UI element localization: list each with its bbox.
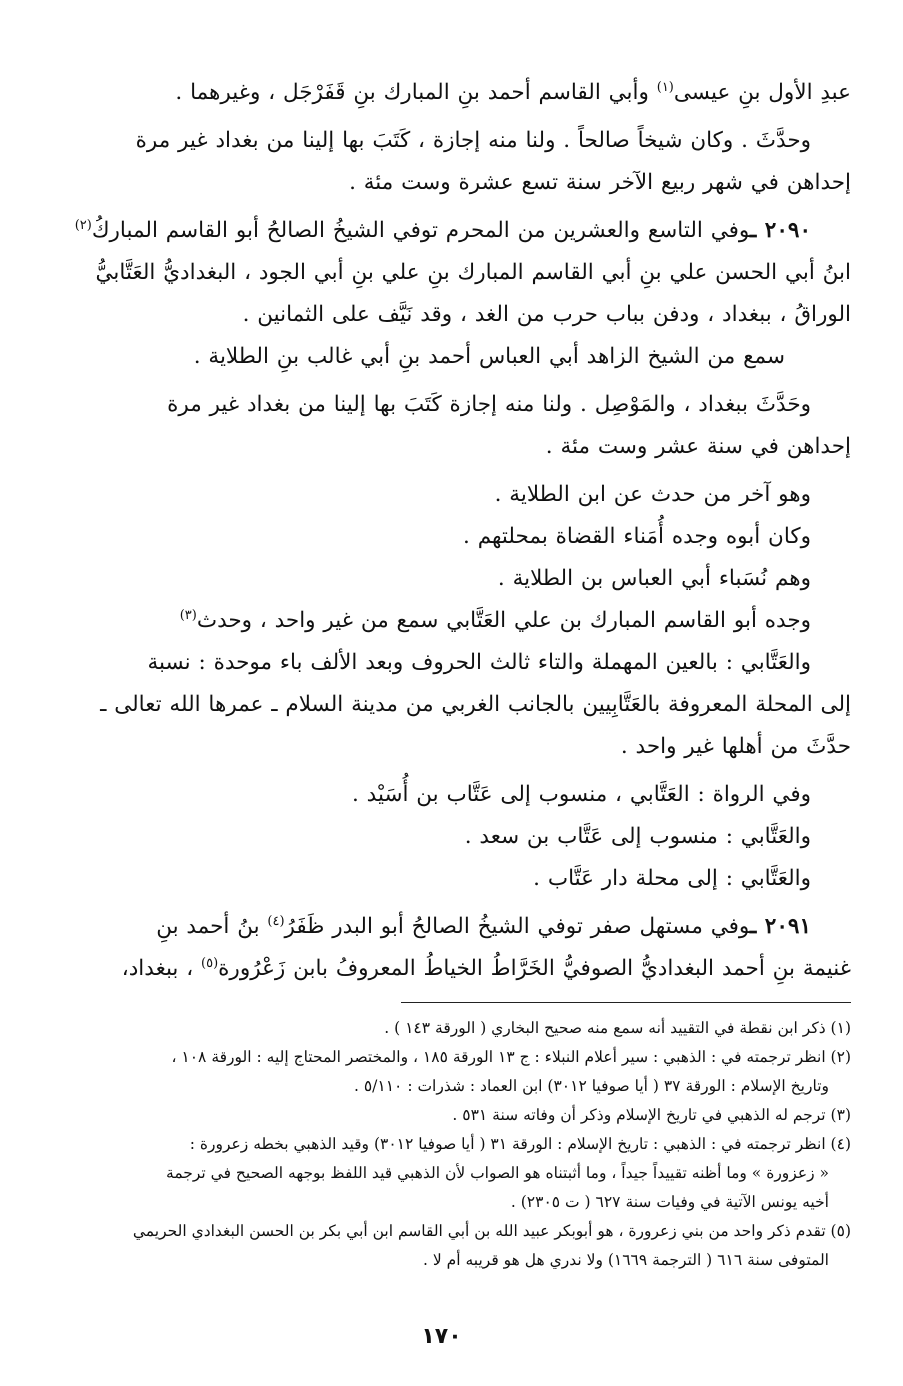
line-part: عبدِ الأول بنِ عيسى bbox=[673, 80, 851, 105]
line-part: ، ببغداد، bbox=[121, 956, 194, 981]
line-part: وأبي القاسم أحمد بنِ المبارك بنِ قَفَرْجَل ، وغيرهما . bbox=[175, 80, 649, 105]
page bbox=[32, 72, 851, 1386]
text-line: والعَتَّابي : بالعين المهملة والتاء ثالث الحروف وبعد الألف باء موحدة : نسبة bbox=[147, 650, 811, 675]
footnote: (٥) تقدم ذكر واحد من بني زعرورة ، هو أبوبكر عبيد الله بن أبي القاسم ابن أبي بكر بن الحسن البغدادي الحريمي bbox=[132, 1222, 851, 1240]
line-part: وفي مستهل صفر توفي الشيخُ الصالحُ أبو البدر ظَفَرُ bbox=[284, 914, 750, 939]
entry-number: ٢٠٩٠ ـ bbox=[750, 218, 811, 243]
footnote-marker: (٤) bbox=[267, 913, 285, 929]
text-line bbox=[32, 72, 851, 114]
text-line: وفي الرواة : العَتَّابي ، منسوب إلى عَتَّاب بن أُسَيْد . bbox=[352, 782, 811, 807]
footnote-continuation: وتاريخ الإسلام : الورقة ٣٧ ( أيا صوفيا ٣٠١٢) ابن العماد : شذرات : ٥/١١٠ . bbox=[354, 1077, 829, 1095]
text-line bbox=[32, 600, 851, 642]
line-part: بنُ أحمد بنِ bbox=[156, 914, 260, 939]
footnotes bbox=[32, 1014, 851, 1275]
text-line: والعَتَّابي : إلى محلة دار عَتَّاب . bbox=[533, 866, 811, 891]
footnote: (٢) انظر ترجمته في : الذهبي : سير أعلام النبلاء : ج ١٣ الورقة ١٨٥ ، والمختصر المحتاج إليه : الورقة ١٠٨ ، bbox=[171, 1048, 851, 1066]
text-line: وكان أبوه وجده أُمَناء القضاة بمحلتهم . bbox=[463, 524, 811, 549]
footnote-marker: (٥) bbox=[201, 955, 219, 971]
text-line: ابنُ أبي الحسن علي بنِ أبي القاسم المبارك بنِ علي بنِ أبي الجود ، البغداديُّ العَتَّابيُّ bbox=[95, 260, 851, 285]
text-line: حدَّثَ من أهلها غير واحد . bbox=[620, 734, 851, 759]
main-text bbox=[32, 72, 851, 990]
footnote-continuation: المتوفى سنة ٦١٦ ( الترجمة ١٦٦٩) ولا ندري هل هو قريبه أم لا . bbox=[423, 1251, 829, 1269]
text-line: إحداهن في شهر ربيع الآخر سنة تسع عشرة وست مئة . bbox=[349, 170, 851, 195]
entry-number: ٢٠٩١ ـ bbox=[750, 914, 811, 939]
text-line: وهم نُسَباء أبي العباس بن الطلاية . bbox=[497, 566, 811, 591]
entry-2091-heading bbox=[32, 906, 851, 948]
text-line bbox=[32, 948, 851, 990]
text-line: إحداهن في سنة عشر وست مئة . bbox=[545, 434, 851, 459]
footnote-continuation: « زعزورة » وما أظنه تقييداً جيداً ، وما أثبتناه هو الصواب لأن الذهبي قيد اللفظ بوجهه الصحيح في ترجمة bbox=[166, 1164, 829, 1182]
footnote-marker: (١) bbox=[656, 79, 674, 95]
line-part: وجده أبو القاسم المبارك بن علي العَتَّابي سمع من غير واحد ، وحدث bbox=[196, 608, 811, 633]
page-number: ١٧٠ bbox=[421, 1324, 462, 1349]
entry-2090-heading bbox=[32, 210, 851, 252]
footnote: (٣) ترجم له الذهبي في تاريخ الإسلام وذكر أن وفاته سنة ٥٣١ . bbox=[452, 1106, 851, 1124]
footnote-continuation: أخيه يونس الآتية في وفيات سنة ٦٢٧ ( ت ٢٣٠٥) . bbox=[510, 1193, 829, 1211]
footnote-marker: (٢) bbox=[74, 217, 92, 233]
text-line: والعَتَّابي : منسوب إلى عَتَّاب بن سعد . bbox=[464, 824, 811, 849]
footnote-marker: (٣) bbox=[179, 607, 197, 623]
line-part: غنيمة بنِ أحمد البغداديُّ الصوفيُّ الخَرَّاطُ الخياطُ المعروفُ بابن زَعْرُورة bbox=[218, 956, 851, 981]
text-line: وحَدَّثَ ببغداد ، والمَوْصِل . ولنا منه إجازة كَتَبَ بها إلينا من بغداد غير مرة bbox=[167, 392, 811, 417]
footnote-separator bbox=[401, 1002, 851, 1003]
footnote: (١) ذكر ابن نقطة في التقييد أنه سمع منه صحيح البخاري ( الورقة ١٤٣ ) . bbox=[384, 1019, 851, 1037]
text-line: سمع من الشيخ الزاهد أبي العباس أحمد بنِ أبي غالب بنِ الطلاية . bbox=[193, 344, 785, 369]
text-line: إلى المحلة المعروفة بالعَتَّابِيين بالجانب الغربي من مدينة السلام ـ عمرها الله تعالى ـ bbox=[100, 692, 851, 717]
text-line: وحدَّثَ . وكان شيخاً صالحاً . ولنا منه إجازة ، كَتَبَ بها إلينا من بغداد غير مرة bbox=[135, 128, 811, 153]
text-line: الوراقُ ، ببغداد ، ودفن بباب حرب من الغد ، وقد نَيَّف على الثمانين . bbox=[242, 302, 851, 327]
footnote: (٤) انظر ترجمته في : الذهبي : تاريخ الإسلام : الورقة ٣١ ( أيا صوفيا ٣٠١٢) وقيد الذهبي بخطه زعرورة : bbox=[189, 1135, 851, 1153]
line-part: وفي التاسع والعشرين من المحرم توفي الشيخُ الصالحُ أبو القاسم المباركُ bbox=[91, 218, 750, 243]
text-line: وهو آخر من حدث عن ابن الطلاية . bbox=[494, 482, 811, 507]
